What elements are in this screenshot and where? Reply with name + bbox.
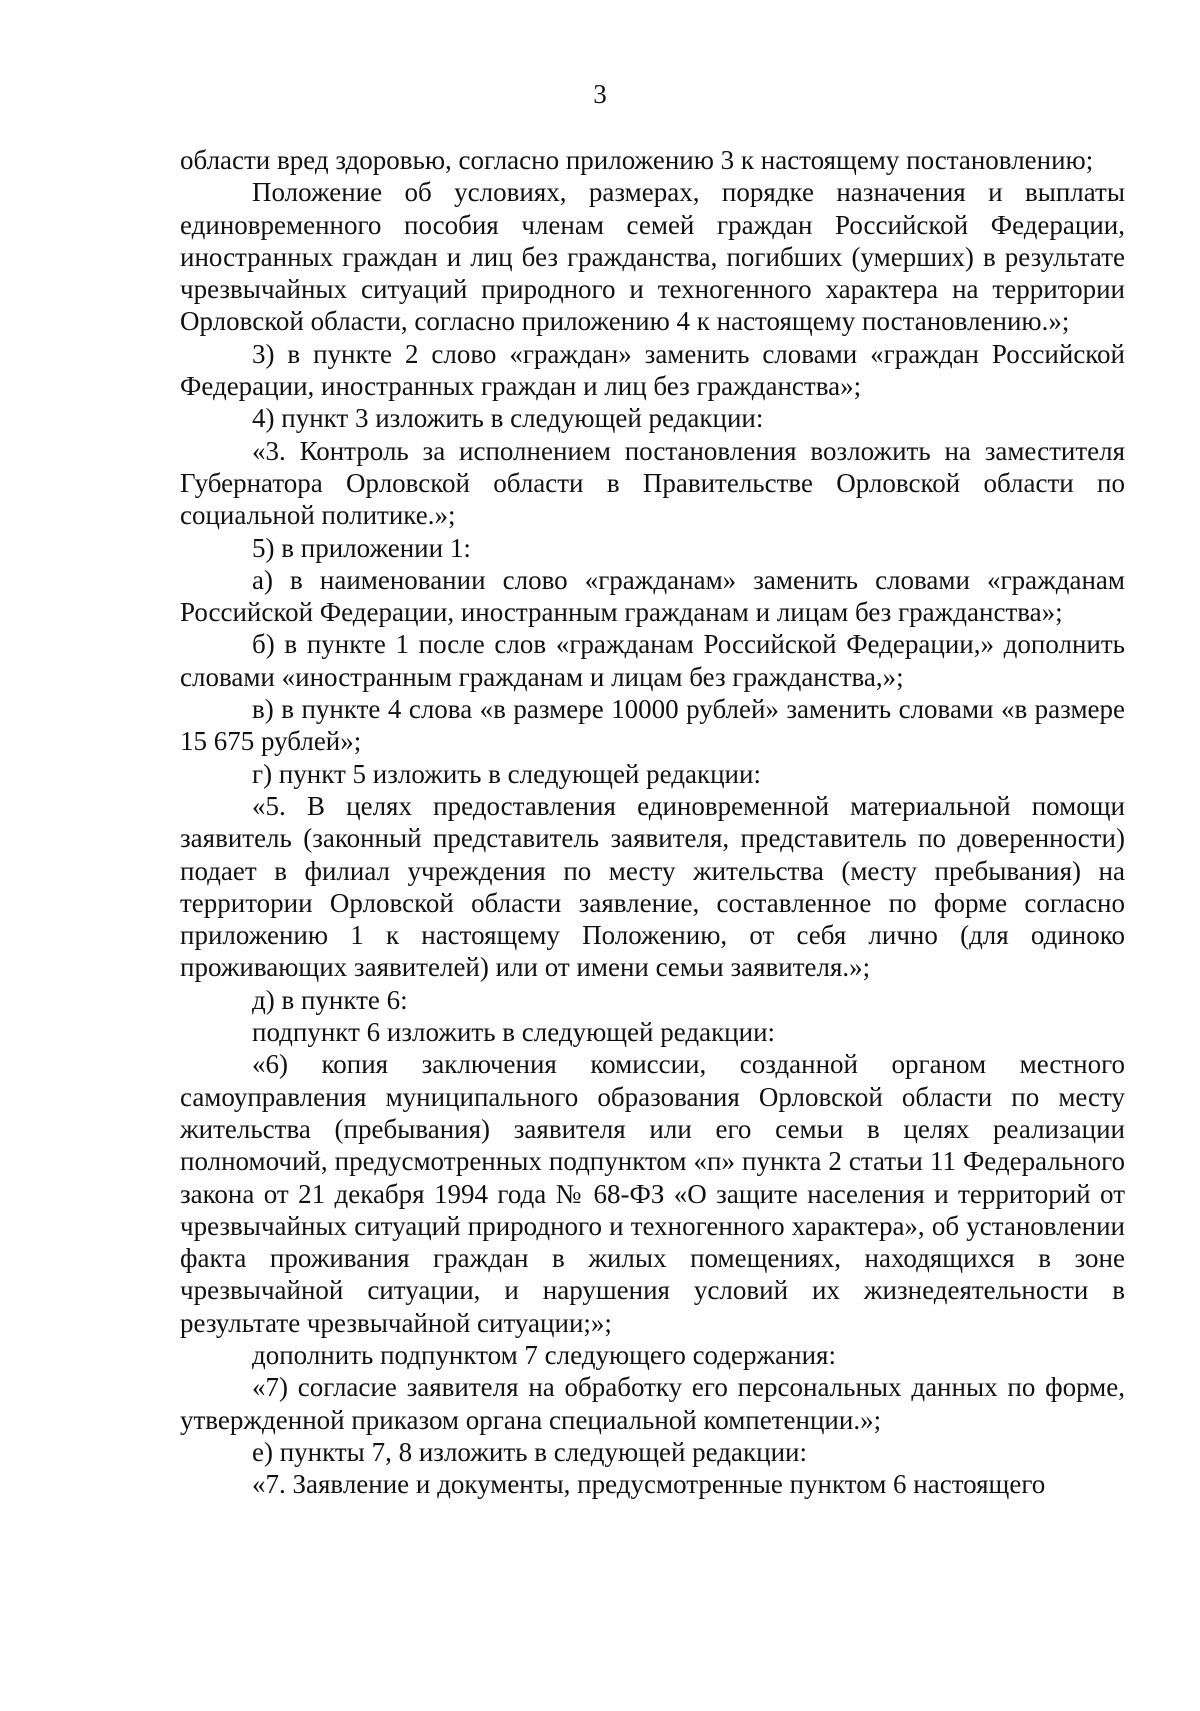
paragraph: д) в пункте 6: — [252, 984, 408, 1015]
paragraph: 3) в пункте 2 слово «граждан» заменить словами «граждан Российской Федерации, иностранных граждан и лиц без гражданства»; — [180, 338, 1125, 402]
paragraph: дополнить подпунктом 7 следующего содержания: — [252, 1339, 836, 1370]
paragraph: области вред здоровью, согласно приложению 3 к настоящему постановлению; — [180, 145, 1094, 175]
paragraph: «5. В целях предоставления единовременной материальной помощи заявитель (законный представитель заявителя, представитель по доверенности) подает в филиал учреждения по месту жительства (месту пребывания) на территории Орловской области заявление, составленное по форме согласно приложению 1 к настоящему Положению, от себя лично (для одиноко проживающих заявителей) или от имени семьи заявителя.»; — [180, 790, 1125, 983]
paragraph: «7) согласие заявителя на обработку его персональных данных по форме, утвержденной приказом органа специальной компетенции.»; — [180, 1372, 1125, 1435]
paragraph: г) пункт 5 изложить в следующей редакции: — [252, 758, 761, 789]
paragraph: Положение об условиях, размерах, порядке назначения и выплаты единовременного пособия членам семей граждан Российской Федерации, иностранных граждан и лиц без гражданства, погибших (умерших) в результате чрезвычайных ситуаций природного и техногенного характера на территории Орловской области, согласно приложению 4 к настоящему постановлению.»; — [180, 177, 1125, 337]
paragraph: 4) пункт 3 изложить в следующей редакции: — [252, 403, 764, 434]
paragraph: е) пункты 7, 8 изложить в следующей редакции: — [252, 1436, 807, 1467]
document-body — [180, 144, 1125, 1500]
page-number: 3 — [593, 79, 607, 109]
paragraph: а) в наименовании слово «гражданам» заменить словами «гражданам Российской Федерации, иностранным гражданам и лицам без гражданства»; — [180, 564, 1125, 628]
paragraph: подпункт 6 изложить в следующей редакции: — [252, 1017, 776, 1048]
paragraph: в) в пункте 4 слова «в размере 10000 рублей» заменить словами «в размере 15 675 рублей»; — [180, 694, 1125, 757]
paragraph: «6) копия заключения комиссии, созданной органом местного самоуправления муниципального образования Орловской области по месту жительства (пребывания) заявителя или его семьи в целях реализации полномочий, предусмотренных подпунктом «п» пункта 2 статьи 11 Федерального закона от 21 декабря 1994 года № 68-ФЗ «О защите населения и территорий от чрезвычайных ситуаций природного и техногенного характера», об установлении факта проживания граждан в жилых помещениях, находящихся в зоне чрезвычайной ситуации, и нарушения условий их жизнедеятельности в результате чрезвычайной ситуации;»; — [180, 1049, 1125, 1338]
paragraph: «3. Контроль за исполнением постановления возложить на заместителя Губернатора Орловской области в Правительстве Орловской области по социальной политике.»; — [180, 435, 1125, 531]
paragraph: «7. Заявление и документы, предусмотренные пунктом 6 настоящего — [252, 1469, 1046, 1500]
paragraph: б) в пункте 1 после слов «гражданам Российской Федерации,» дополнить словами «иностранным гражданам и лицам без гражданства,»; — [180, 629, 1125, 692]
paragraph: 5) в приложении 1: — [252, 532, 471, 563]
